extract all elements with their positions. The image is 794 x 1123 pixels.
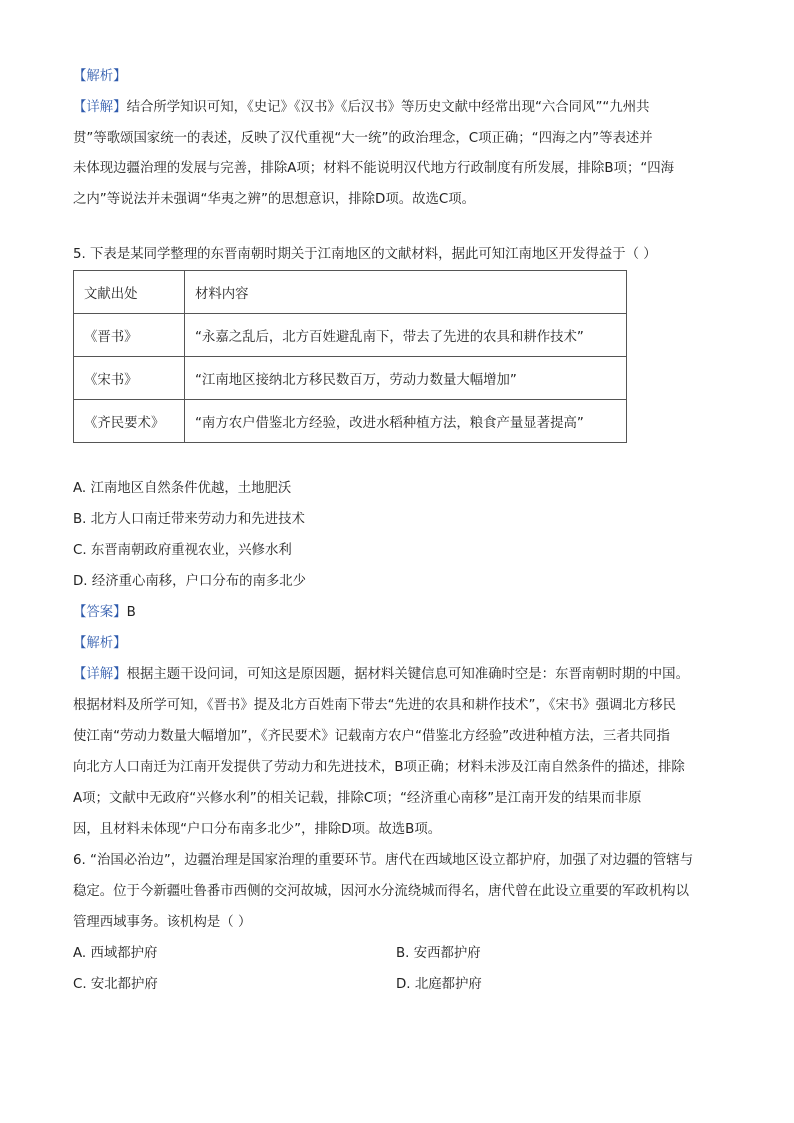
table-row — [74, 400, 627, 443]
table-row — [74, 314, 627, 357]
table-cell-content: “永嘉之乱后，北方百姓避乱南下，带去了先进的农具和耕作技术” — [185, 314, 627, 357]
source-table — [73, 270, 627, 443]
table-cell-source: 《宋书》 — [74, 357, 185, 400]
detail-label: 【详解】 — [73, 667, 127, 683]
table-header-cell: 材料内容 — [185, 271, 627, 314]
q5-detail-line-3: 使江南“劳动力数量大幅增加”，《齐民要术》记载南方农户“借鉴北方经验”改进种植方法，三者共同指 — [73, 729, 670, 745]
q4-detail-line-4: 之内”等说法并未强调“华夷之辨”的思想意识，排除D项。故选C项。 — [73, 191, 476, 207]
analysis-label: 【解析】 — [73, 636, 127, 652]
option-c: C. 东晋南朝政府重视农业，兴修水利 — [73, 543, 292, 559]
q4-detail — [73, 93, 723, 215]
q6-stem-line-3: 管理西域事务。该机构是（ ） — [73, 915, 252, 931]
q5-options — [73, 473, 723, 597]
q5-detail-line-2: 根据材料及所学可知，《晋书》提及北方百姓南下带去“先进的农具和耕作技术”，《宋书》强调北方移民 — [73, 698, 677, 714]
q6-options — [73, 938, 723, 1000]
option-b: B. 安西都护府 — [396, 946, 481, 962]
q6-stem-line-1: 6. “治国必治边”，边疆治理是国家治理的重要环节。唐代在西域地区设立都护府，加强了对边疆的管辖与 — [73, 853, 694, 869]
table-cell-content: “江南地区接纳北方移民数百万，劳动力数量大幅增加” — [185, 357, 627, 400]
table-cell-source: 《齐民要术》 — [74, 400, 185, 443]
analysis-label: 【解析】 — [73, 69, 127, 84]
table-header-cell: 文献出处 — [74, 271, 185, 314]
q6-stem — [73, 845, 723, 938]
answer-value: B — [126, 605, 136, 621]
option-a: A. 江南地区自然条件优越，土地肥沃 — [73, 481, 292, 497]
table-header-row — [74, 271, 627, 314]
table-row — [74, 357, 627, 400]
option-c: C. 安北都护府 — [73, 977, 158, 993]
q5-detail — [73, 659, 723, 845]
q4-detail-line-3: 未体现边疆治理的发展与完善，排除A项；材料不能说明汉代地方行政制度有所发展，排除B项；“四海 — [73, 161, 675, 177]
document-page — [73, 62, 723, 1000]
option-d: D. 北庭都护府 — [396, 977, 482, 993]
q5-detail-line-1: 【详解】根据主题干设问词，可知这是原因题，据材料关键信息可知准确时空是：东晋南朝时期的中国。 — [73, 667, 689, 683]
answer-label: 【答案】 — [73, 605, 127, 621]
q5-detail-line-6: 因，且材料未体现“户口分布南多北少”，排除D项。故选B项。 — [73, 822, 442, 838]
option-b: B. 北方人口南迁带来劳动力和先进技术 — [73, 512, 305, 528]
q4-detail-line-1: 【详解】结合所学知识可知，《史记》《汉书》《后汉书》等历史文献中经常出现“六合同风”“九州共 — [73, 100, 650, 115]
option-d: D. 经济重心南移，户口分布的南多北少 — [73, 574, 307, 590]
answer-line — [73, 597, 723, 628]
q5-detail-line-4: 向北方人口南迁为江南开发提供了劳动力和先进技术，B项正确；材料未涉及江南自然条件的描述，排除 — [73, 760, 685, 776]
option-a: A. 西域都护府 — [73, 946, 158, 962]
table-cell-source: 《晋书》 — [74, 314, 185, 357]
q5-detail-line-5: A项；文献中无政府“兴修水利”的相关记载，排除C项；“经济重心南移”是江南开发的结果而非原 — [73, 791, 642, 807]
q5-stem: 5. 下表是某同学整理的东晋南朝时期关于江南地区的文献材料，据此可知江南地区开发得益于（ ） — [73, 247, 657, 263]
q6-stem-line-2: 稳定。位于今新疆吐鲁番市西侧的交河故城，因河水分流绕城而得名，唐代曾在此设立重要的军政机构以 — [73, 884, 689, 900]
q4-detail-line-2: 贯”等歌颂国家统一的表述，反映了汉代重视“大一统”的政治理念，C项正确；“四海之内”等表述并 — [73, 130, 653, 146]
table-cell-content: “南方农户借鉴北方经验，改进水稻种植方法，粮食产量显著提高” — [185, 400, 627, 443]
detail-label: 【详解】 — [73, 100, 127, 115]
